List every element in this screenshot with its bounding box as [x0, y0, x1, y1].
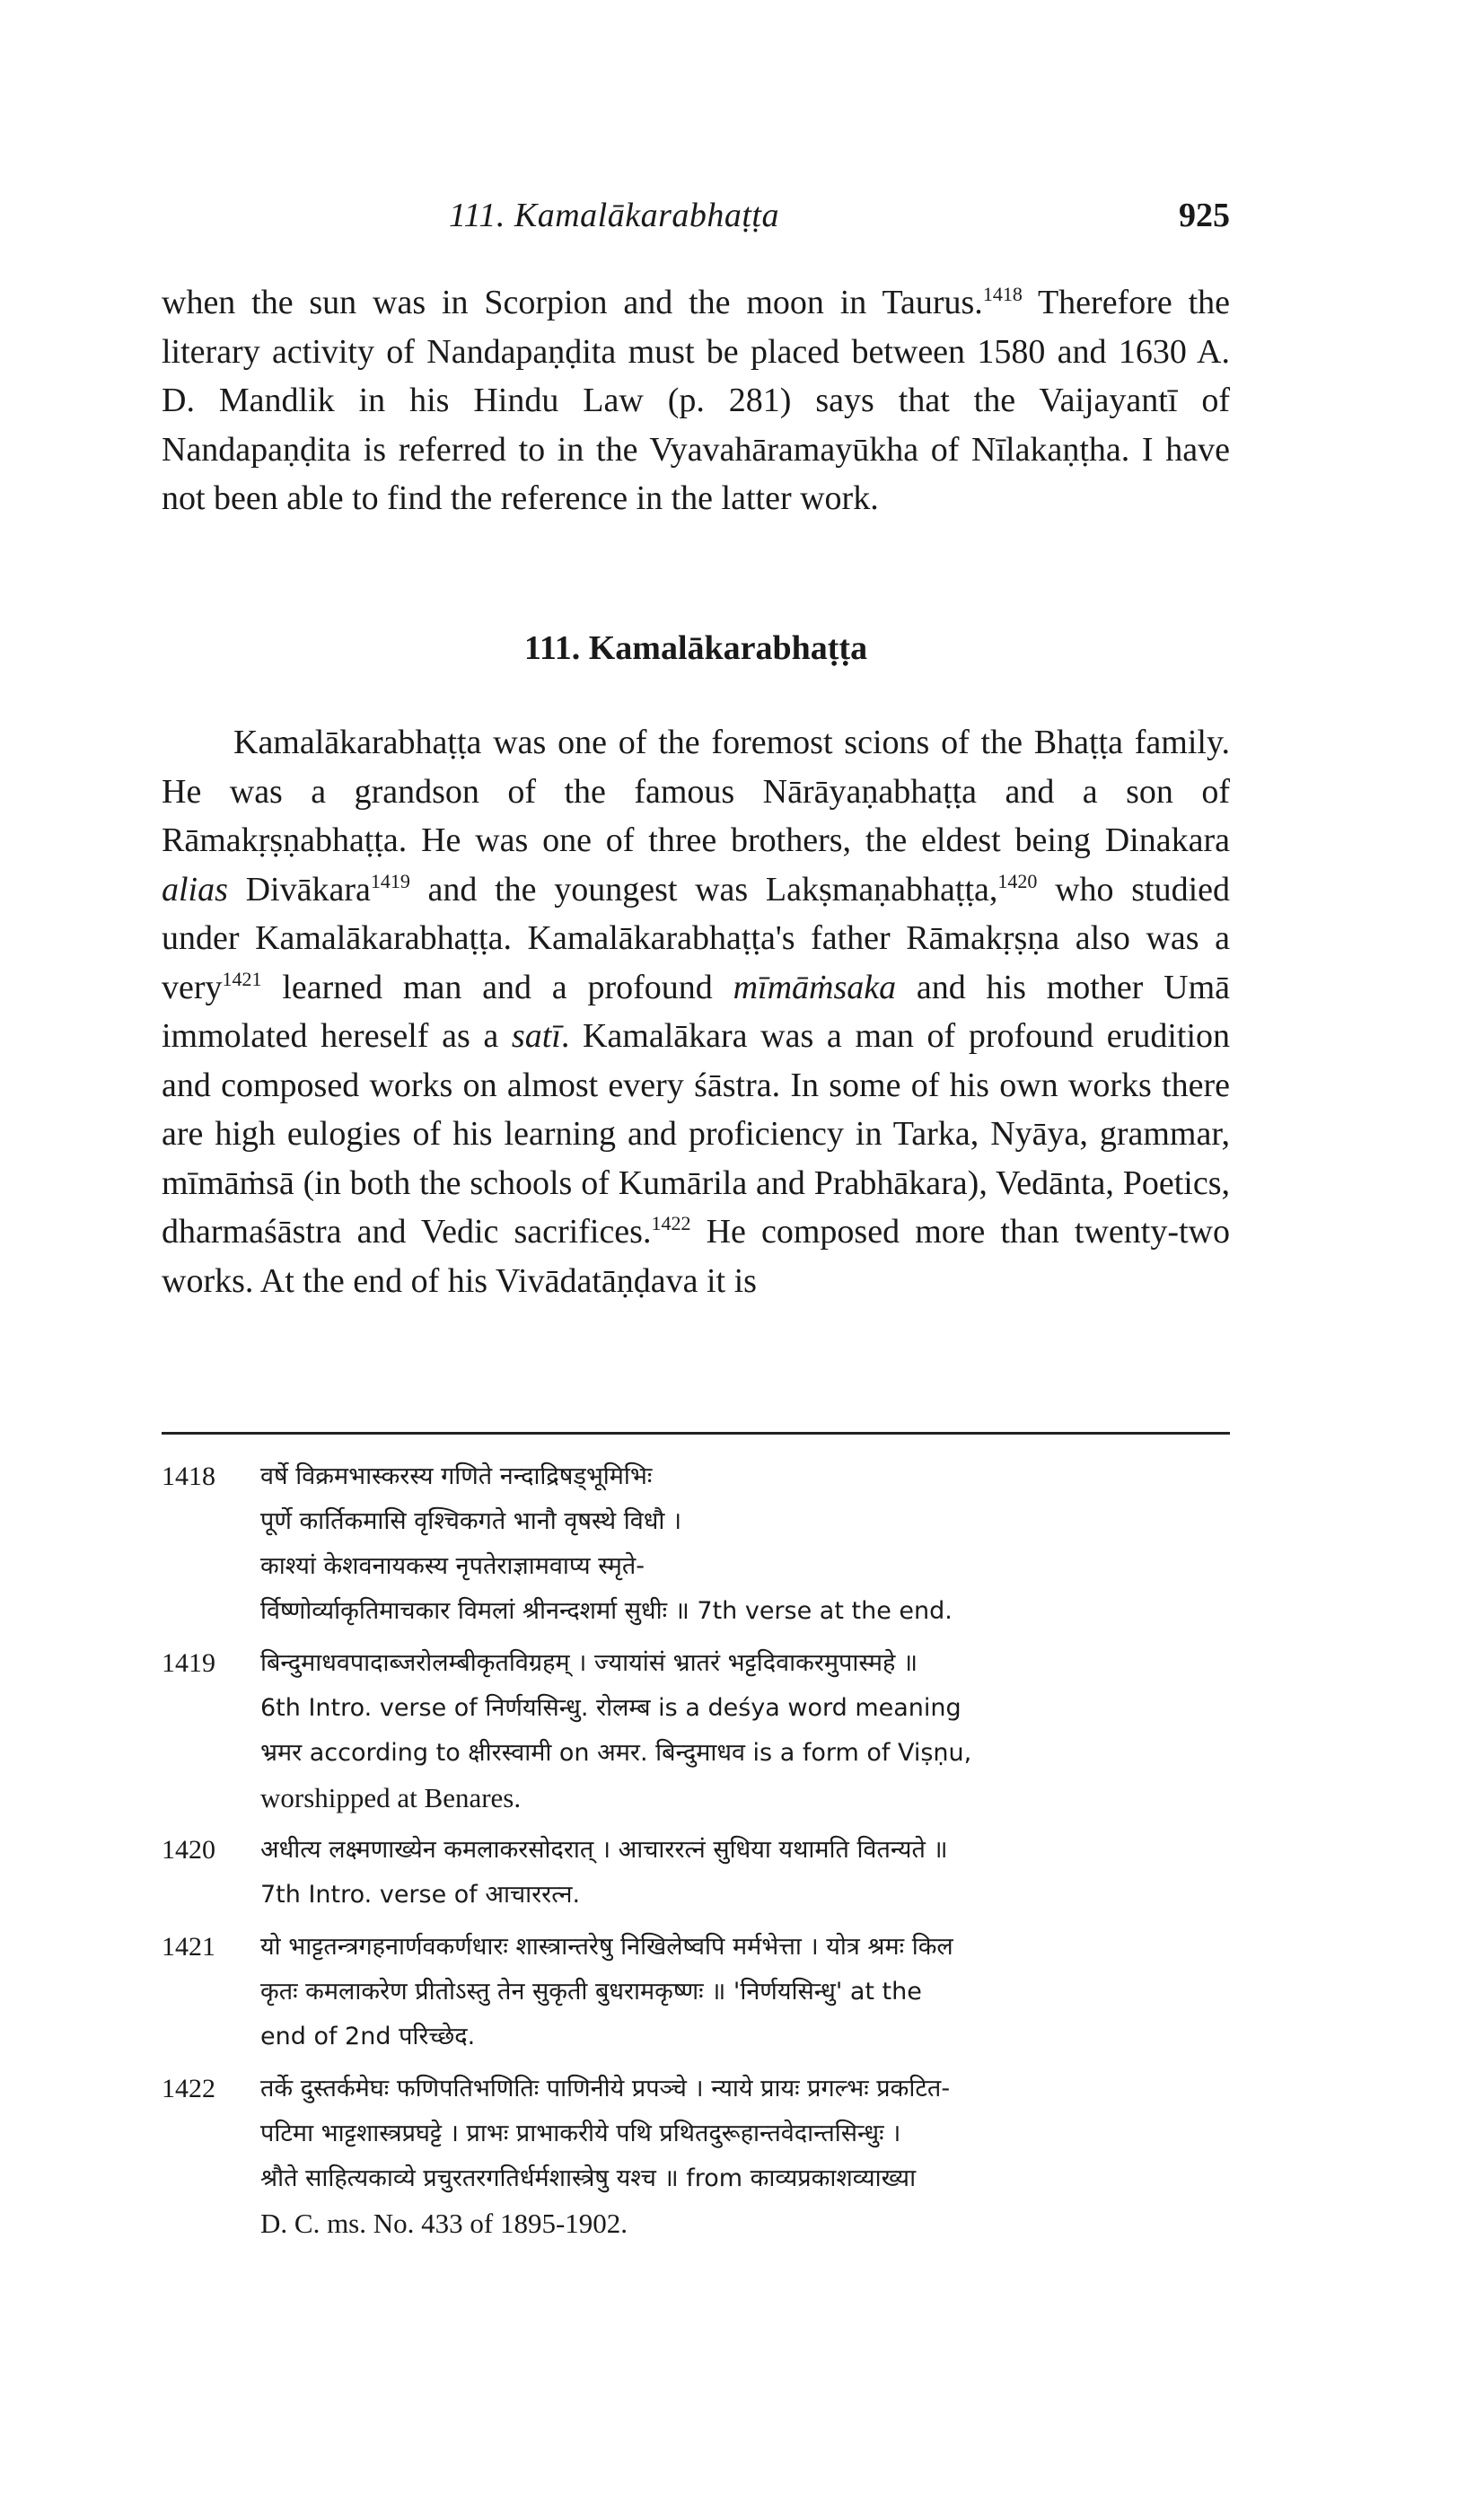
footnote-line: श्रौते साहित्यकाव्ये प्रचुरतरगतिर्धर्मशास्त्रेषु यश्च ॥ from काव्यप्रकाशव्याख्या	[260, 2164, 917, 2192]
italic-term: alias	[162, 870, 228, 909]
footnote-line: 6th Intro. verse of निर्णयसिन्धु. रोलम्ब is a deśya word meaning	[260, 1694, 962, 1722]
paragraph-text: and the youngest was Lakṣmaṇabhaṭṭa,	[409, 870, 998, 909]
paragraph-text: learned man and a profound	[261, 968, 733, 1006]
running-title: 111. Kamalākarabhaṭṭa	[449, 197, 779, 234]
footnote-1422	[162, 2067, 1230, 2246]
footnote-line: पूर्णे कार्तिकमासि वृश्चिकगते भानौ वृषस्थे विधौ ।	[260, 1507, 682, 1535]
footnote-line: तर्के दुस्तर्कमेघः फणिपतिभणितिः पाणिनीये प्रपञ्चे । न्याये प्रायः प्रगल्भः प्रकटित-	[260, 2075, 951, 2103]
footnote-number: 1421	[162, 1932, 215, 1962]
footnote-ref-1422: 1422	[651, 1212, 691, 1234]
footnote-ref-1420: 1420	[997, 869, 1038, 892]
footnote-ref-1419: 1419	[370, 869, 410, 892]
footnote-line: अधीत्य लक्ष्मणाख्येन कमलाकरसोदरात् । आचाररत्नं सुधिया यथामति वितन्यते ॥	[260, 1836, 948, 1864]
paragraph-text: He composed more than twenty-two works. At the end of his Vivādatāṇḍava it is	[162, 1213, 1230, 1300]
footnote-line: काश्यां केशवनायकस्य नृपतेराज्ञामवाप्य स्मृते-	[260, 1552, 645, 1580]
intro-text: when the sun was in Scorpion and the moon in Taurus.	[162, 284, 983, 321]
footnote-line: worshipped at Benares.	[260, 1782, 522, 1813]
paragraph-text: Divākara	[227, 870, 371, 909]
paragraph-text: who studied under Kamalākarabhaṭṭa. Kamalākarabhaṭṭa's father Rāmakṛṣṇa also was a very	[162, 870, 1230, 1006]
footnote-line: पटिमा भाट्टशास्त्रप्रघट्टे । प्राभः प्राभाकरीये पथि प्रथितदुरूहान्तवेदान्तसिन्धुः ।	[260, 2120, 901, 2147]
footnote-line: कृतः कमलाकरेण प्रीतोऽस्तु तेन सुकृती बुधरामकृष्णः ॥ 'निर्णयसिन्धु' at the	[260, 1978, 922, 2006]
intro-paragraph	[162, 278, 1230, 523]
paragraph-text: Kamalākarabhaṭṭa was one of the foremost scions of the Bhaṭṭa family. He was a grandson of the famous Nārāyaṇabhaṭṭa and a son of Rāmakṛṣṇabhaṭṭa. He was one of three brothers, the eldest being Dinakara	[162, 724, 1230, 859]
running-head	[162, 196, 1230, 241]
footnote-1418	[162, 1454, 1230, 1634]
footnote-number: 1418	[162, 1462, 215, 1491]
footnote-divider	[162, 1432, 1230, 1435]
footnote-1419	[162, 1641, 1230, 1821]
footnote-number: 1420	[162, 1835, 215, 1865]
main-paragraph	[162, 718, 1230, 1305]
footnotes	[162, 1454, 1230, 2253]
footnote-1420	[162, 1828, 1230, 1918]
paragraph-text: . Kamalākara was a man of profound erudition and composed works on almost every śāstra. In some of his own works there are high eulogies of his learning and proficiency in Tarka, Nyāya, grammar, mīmāṁsā (in both the schools of Kumārila and Prabhākara), Vedānta, Poetics, dharmaśāstra and Vedic sacrifices.	[162, 1017, 1230, 1251]
footnote-line: भ्रमर according to क्षीरस्वामी on अमर. बिन्दुमाधव is a form of Viṣṇu,	[260, 1739, 972, 1767]
footnote-line: वर्षे विक्रमभास्करस्य गणिते नन्दाद्रिषड्भूमिभिः	[260, 1462, 653, 1490]
footnote-line: र्विष्णोर्व्याकृतिमाचकार विमलां श्रीनन्दशर्मा सुधीः ॥ 7th verse at the end.	[260, 1597, 953, 1625]
paragraph-text: and his mother Umā immolated hereself as a	[162, 968, 1230, 1055]
footnote-line: D. C. ms. No. 433 of 1895-1902.	[260, 2208, 628, 2239]
footnote-line: यो भाट्टतन्त्रगहनार्णवकर्णधारः शास्त्रान्तरेषु निखिलेष्वपि मर्मभेत्ता । योत्र श्रमः किल	[260, 1933, 953, 1961]
footnote-ref-1421: 1421	[222, 967, 262, 990]
footnote-1421	[162, 1925, 1230, 2059]
footnote-line: 7th Intro. verse of आचाररत्न.	[260, 1881, 581, 1909]
italic-term: mīmāṁsaka	[733, 968, 897, 1006]
footnote-number: 1422	[162, 2074, 215, 2103]
footnote-ref-1418: 1418	[982, 283, 1023, 305]
footnote-line: end of 2nd परिच्छेद.	[260, 2023, 476, 2050]
intro-text: Therefore the literary activity of Nandapaṇḍita must be placed between 1580 and 1630 A. D. Mandlik in his Hindu Law (p. 281) says that the Vaijayantī of Nandapaṇḍita is referred to in the Vyavahāramayūkha of Nīlakaṇṭha. I have not been able to find the reference in the latter work.	[162, 284, 1230, 517]
footnote-number: 1419	[162, 1648, 215, 1678]
footnote-line: बिन्दुमाधवपादाब्जरोलम्बीकृतविग्रहम् । ज्यायांसं भ्रातरं भट्टदिवाकरमुपास्महे ॥	[260, 1649, 918, 1677]
page-number: 925	[1179, 197, 1230, 234]
italic-term: satī	[511, 1017, 561, 1055]
section-heading: 111. Kamalākarabhaṭṭa	[523, 629, 868, 667]
